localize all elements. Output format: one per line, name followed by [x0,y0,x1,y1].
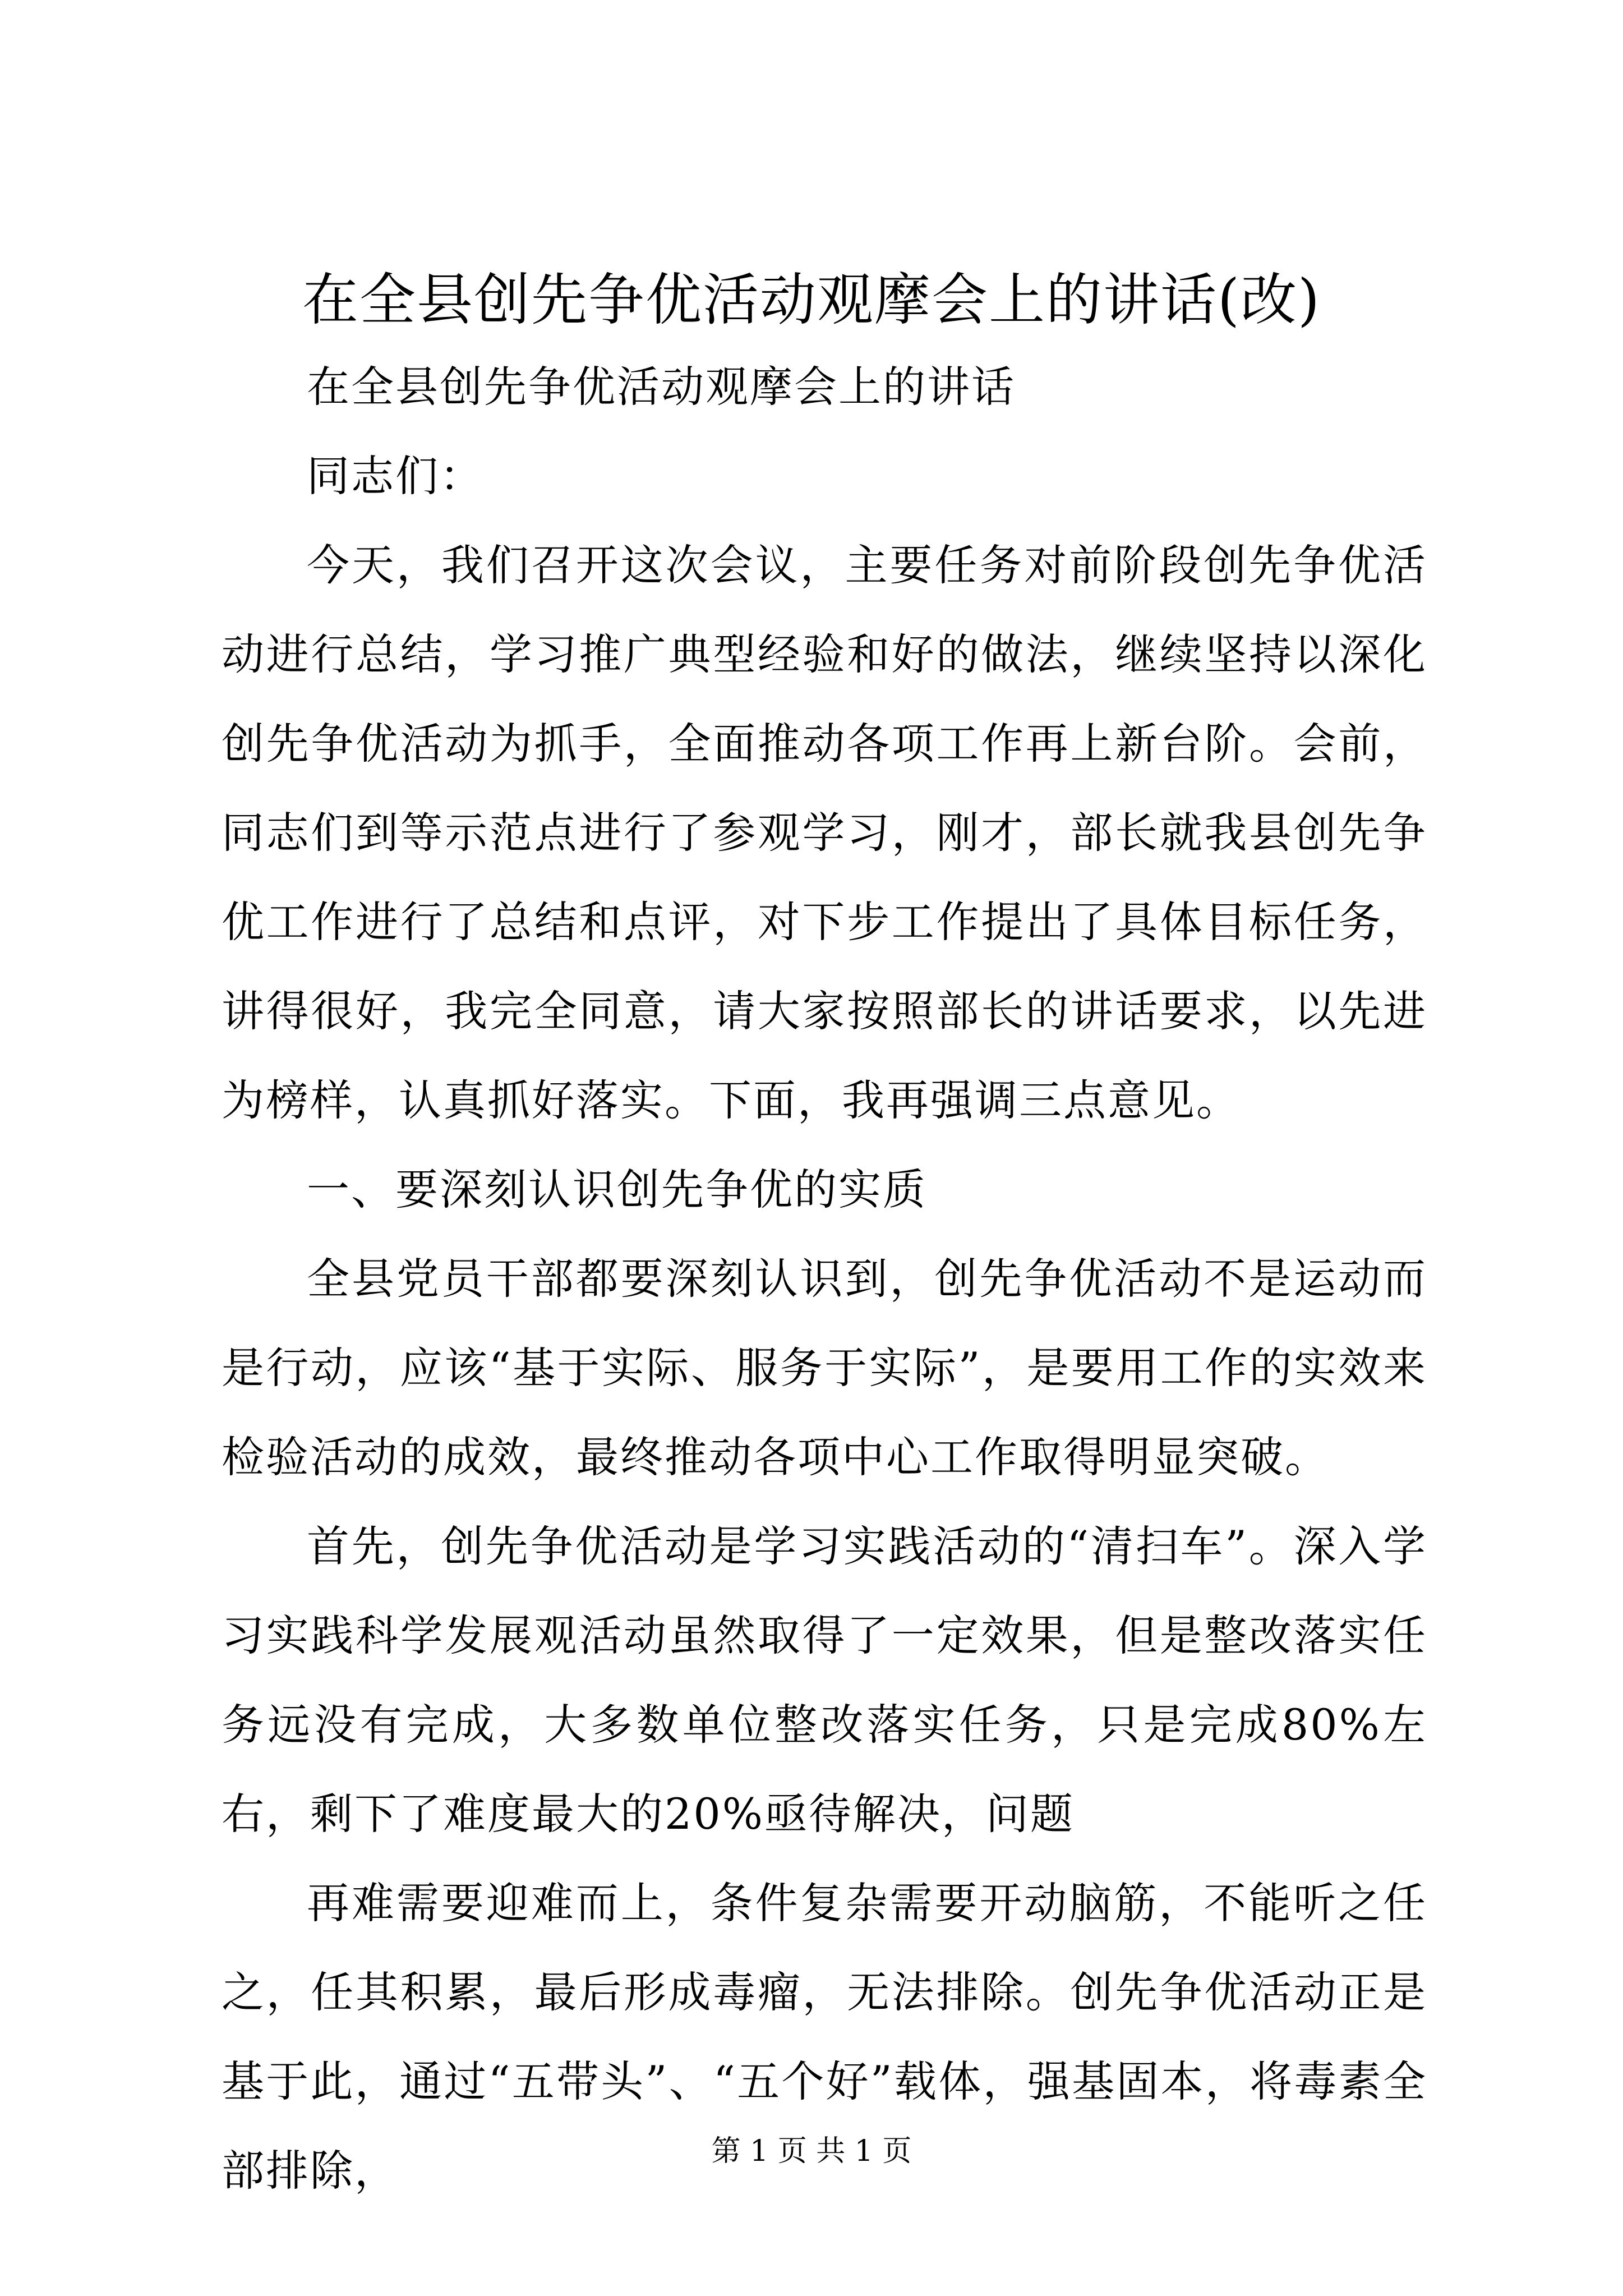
paragraph-continuation: 再难需要迎难而上，条件复杂需要开动脑筋，不能听之任之，任其积累，最后形成毒瘤，无法排除。创先争优活动正是基于此，通过“五带头”、“五个好”载体，强基固本，将毒素全部排除， [222,1878,1427,2196]
document-title: 在全县创先争优活动观摩会上的讲话(改) [302,267,1321,333]
page-footer: 第 1 页 共 1 页 [711,2134,912,2168]
paragraph-opening: 今天，我们召开这次会议，主要任务对前阶段创先争优活动进行总结，学习推广典型经验和好的做法，继续坚持以深化创先争优活动为抓手，全面推动各项工作再上新台阶。会前，同志们到等示范点进行了参观学习，刚才，部长就我县创先争优工作进行了总结和点评，对下步工作提出了具体目标任务，讲得很好，我完全同意，请大家按照部长的讲话要求，以先进为榜样，认真抓好落实。下面，我再强调三点意见。 [222,540,1427,1125]
paragraph-salutation: 同志们： [307,451,484,501]
section-heading-1: 一、要深刻认识创先争优的实质 [307,1165,927,1214]
document-body [222,342,1427,2215]
paragraph-subtitle: 在全县创先争优活动观摩会上的讲话 [307,362,1016,412]
paragraph-section-1-intro: 全县党员干部都要深刻认识到，创先争优活动不是运动而是行动，应该“基于实际、服务于实际”，是要用工作的实效来检验活动的成效，最终推动各项中心工作取得明显突破。 [222,1254,1427,1482]
paragraph-first-point: 首先，创先争优活动是学习实践活动的“清扫车”。深入学习实践科学发展观活动虽然取得了一定效果，但是整改落实任务远没有完成，大多数单位整改落实任务，只是完成80%左右，剩下了难度最大的20%亟待解决，问题 [222,1521,1427,1839]
